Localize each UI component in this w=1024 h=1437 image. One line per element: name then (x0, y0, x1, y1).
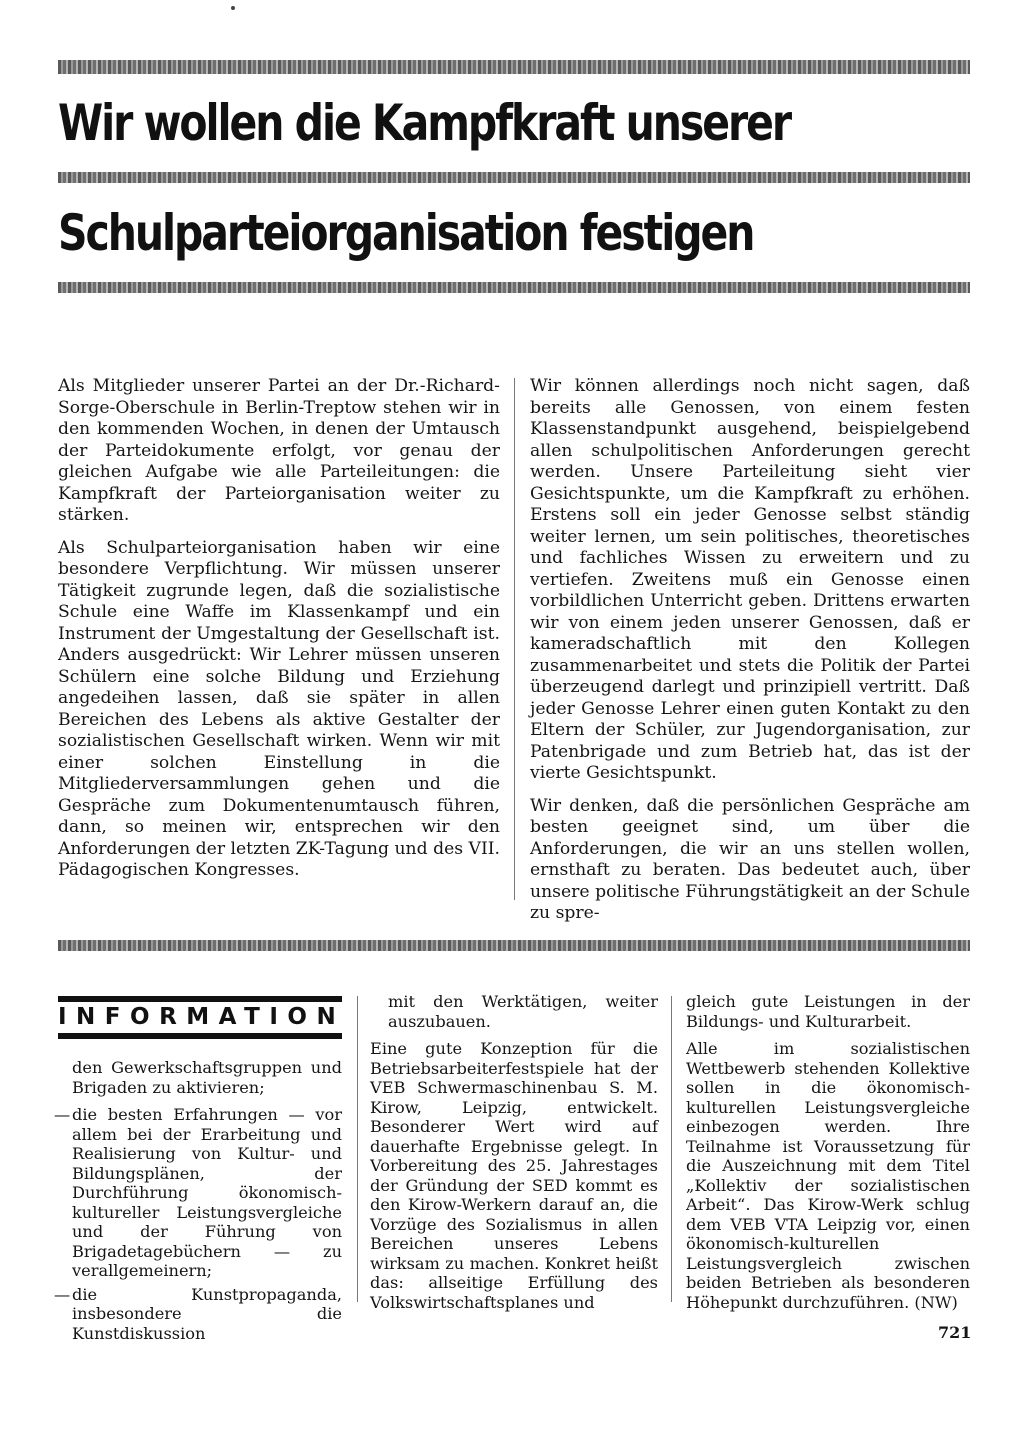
article-paragraph: Als Schulparteiorganisation haben wir eine besondere Verpflichtung. Wir müssen unserer Tätigkeit zugrunde legen, daß die sozialistische Schule eine Waffe im Klassenkampf und ein Instrument der Umgestaltung der Gesellschaft ist. Anders ausgedrückt: Wir Lehrer müssen unseren Schülern eine solche Bildung und Erziehung angedeihen lassen, daß sie später in allen Bereichen des Lebens als aktive Gestalter der sozialistischen Gesellschaft wirken. Wenn wir mit einer solchen Einstellung in die Mitgliederversammlungen gehen und die Gespräche zum Dokumentenumtausch führen, dann, so meinen wir, entsprechen wir den Anforderungen der letzten ZK-Tagung und des VII. Pädagogischen Kongresses. (58, 537, 500, 880)
information-column-2 (370, 992, 658, 1320)
article-paragraph: Als Mitglieder unserer Partei an der Dr.-Richard-Sorge-Oberschule in Berlin-Treptow stehen wir in den kommenden Wochen, in denen der Umtausch der Parteidokumente erfolgt, vor genau der gleichen Aufgabe wie alle Parteileitungen: die Kampfkraft der Parteiorganisation weiter zu stärken. (58, 376, 500, 525)
rule-above-information (58, 940, 970, 951)
information-intro: den Gewerkschaftsgruppen und Brigaden zu aktivieren; (72, 1058, 342, 1097)
article-paragraph: Wir denken, daß die persönlichen Gespräche am besten geeignet sind, um über die Anforderungen, die wir an uns stellen wollen, ernsthaft zu beraten. Das bedeutet auch, über unsere politische Führungstätigkeit an der Schule zu spre- (530, 795, 970, 923)
headline-line-2: Schulparteiorganisation festigen (58, 204, 754, 262)
article-paragraph: Wir können allerdings noch nicht sagen, daß bereits alle Genossen, von einem festen Klassenstandpunkt ausgehend, beispielgebend allen schulpolitischen Anforderungen gerecht werden. Unsere Parteileitung sieht vier Gesichtspunkte, um die Kampfkraft zu erhöhen. Erstens soll ein jeder Genosse selbst ständig weiter lernen, um sein politisches, theoretisches und fachliches Wissen zu erweitern und zu vertiefen. Zweitens muß ein Genosse einen vorbildlichen Unterricht geben. Drittens erwarten wir von einem jeden unserer Genossen, daß er kameradschaftlich mit den Kollegen zusammenarbeitet und stets die Politik der Partei überzeugend darlegt und prinzipiell vertritt. Daß jeder Genosse Lehrer einen guten Kontakt zu den Eltern der Schüler, zur Jugendorganisation, zur Patenbrigade und zum Betrieb hat, das ist der vierte Gesichtspunkt. (530, 376, 970, 783)
column-divider (514, 378, 515, 900)
article-column-right (530, 376, 970, 936)
list-item: — die besten Erfahrungen — vor allem bei der Erarbeitung und Realisierung von Kultur- und Bildungsplänen, der Durchführung ökonomisch-kultureller Leistungsvergleiche und der Führung von Brigadetagebüchern — zu verallgemeinern; (58, 1105, 342, 1281)
rule-middle (58, 172, 970, 183)
information-paragraph: mit den Werktätigen, weiter auszubauen. (388, 992, 658, 1031)
information-column-1 (58, 1058, 342, 1347)
headline-line-1: Wir wollen die Kampfkraft unserer (58, 94, 791, 152)
rule-under-headline (58, 282, 970, 293)
information-paragraph: gleich gute Leistungen in der Bildungs- und Kulturarbeit. (686, 992, 970, 1031)
information-paragraph: Alle im sozialistischen Wettbewerb stehenden Kollektive sollen in die ökonomisch-kulturellen Leistungsvergleiche einbezogen werden. Ihre Teilnahme ist Voraussetzung für die Auszeichnung mit dem Titel „Kollektiv der sozialistischen Arbeit“. Das Kirow-Werk schlug dem VEB VTA Leipzig vor, einen ökonomisch-kulturellen Leistungsvergleich zwischen beiden Betrieben als besonderen Höhepunkt durchzuführen. (NW) (686, 1039, 970, 1312)
information-column-3 (686, 992, 970, 1320)
column-divider (671, 996, 672, 1302)
information-paragraph: Eine gute Konzeption für die Betriebsarbeiterfestspiele hat der VEB Schwermaschinenbau S. M. Kirow, Leipzig, entwickelt. Besonderer Wert wird auf dauerhafte Ergebnisse gelegt. In Vorbereitung des 25. Jahrestages der Gründung der SED kommt es den Kirow-Werkern darauf an, die Vorzüge des Sozialismus in allen Bereichen unseres Lebens wirksam zu machen. Konkret heißt das: allseitige Erfüllung des Volkswirtschaftsplanes und (370, 1039, 658, 1312)
list-item: — die Kunstpropaganda, insbesondere die Kunstdiskussion (58, 1285, 342, 1344)
rule-top (58, 60, 970, 74)
print-speck (231, 6, 235, 10)
article-column-left (58, 376, 500, 893)
information-list (58, 1105, 342, 1343)
column-divider (357, 996, 358, 1302)
page-number: 721 (938, 1323, 972, 1342)
information-heading: INFORMATION (58, 996, 342, 1039)
